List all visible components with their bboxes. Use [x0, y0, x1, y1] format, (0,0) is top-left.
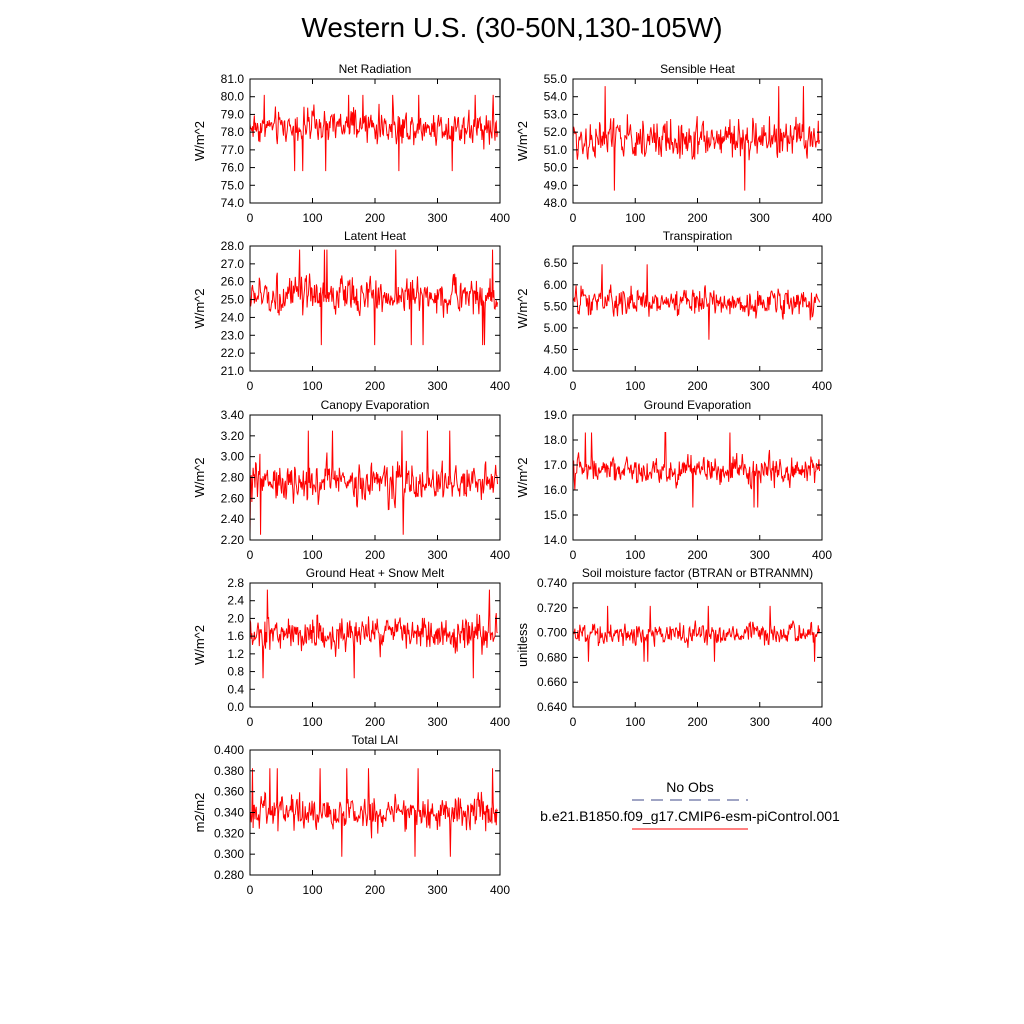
legend-obs-label: No Obs: [666, 779, 714, 795]
y-tick-label: 4.00: [543, 364, 567, 378]
y-tick-label: 50.0: [543, 160, 567, 175]
y-tick-label: 0.0: [227, 700, 244, 714]
x-tick-label: 100: [625, 715, 646, 729]
panel-6: [515, 398, 832, 562]
x-tick-label: 300: [427, 211, 448, 225]
panel-3: [192, 229, 510, 393]
y-tick-label: 0.8: [227, 664, 244, 679]
x-tick-label: 300: [749, 211, 770, 225]
y-tick-label: 51.0: [543, 142, 567, 157]
x-tick-label: 100: [625, 548, 646, 562]
series-line: [573, 433, 820, 508]
y-tick-label: 22.0: [220, 346, 244, 361]
y-tick-label: 3.00: [220, 449, 244, 464]
panel-2: [515, 62, 832, 225]
x-tick-label: 300: [427, 548, 448, 562]
x-tick-label: 200: [687, 715, 708, 729]
panel-title: Latent Heat: [343, 229, 407, 243]
x-tick-label: 400: [811, 379, 833, 393]
series-line: [250, 590, 498, 679]
x-tick-label: 400: [489, 211, 511, 225]
y-tick-label: 26.0: [220, 274, 244, 289]
y-axis-label: W/m^2: [515, 457, 530, 498]
y-tick-label: 18.0: [543, 433, 567, 447]
y-tick-label: 2.8: [227, 576, 244, 590]
series-line: [573, 86, 820, 191]
y-tick-label: 75.0: [220, 178, 244, 193]
panel-title: Total LAI: [351, 733, 399, 747]
y-tick-label: 81.0: [220, 72, 244, 86]
panel-8: [515, 566, 832, 729]
y-tick-label: 79.0: [220, 107, 244, 122]
y-tick-label: 49.0: [543, 178, 567, 193]
y-axis-label: W/m^2: [192, 120, 207, 162]
panel-title: Ground Evaporation: [643, 398, 752, 412]
x-tick-label: 300: [749, 548, 770, 562]
panel-7: [192, 566, 510, 729]
panel-title: Ground Heat + Snow Melt: [305, 566, 445, 580]
y-tick-label: 0.740: [536, 576, 567, 590]
y-tick-label: 25.0: [220, 292, 244, 307]
panel-title: Sensible Heat: [660, 62, 735, 76]
y-tick-label: 2.60: [220, 491, 244, 506]
page-title: Western U.S. (30-50N,130-105W): [301, 12, 723, 43]
x-tick-label: 0: [246, 715, 254, 729]
y-tick-label: 0.280: [213, 868, 244, 882]
x-tick-label: 100: [302, 548, 323, 562]
y-axis-label: m2/m2: [192, 792, 207, 833]
series-line: [250, 431, 498, 535]
y-tick-label: 6.00: [543, 277, 567, 292]
y-tick-label: 2.40: [220, 512, 244, 527]
y-tick-label: 53.0: [543, 107, 567, 122]
x-tick-label: 400: [811, 715, 833, 729]
y-tick-label: 0.660: [536, 675, 567, 690]
y-tick-label: 23.0: [220, 328, 244, 343]
y-tick-label: 0.680: [536, 650, 567, 665]
y-tick-label: 2.80: [220, 470, 244, 485]
panel-title: Soil moisture factor (BTRAN or BTRANMN): [581, 566, 814, 580]
x-tick-label: 400: [489, 715, 511, 729]
series-line: [250, 95, 498, 171]
x-tick-label: 300: [749, 379, 770, 393]
y-tick-label: 54.0: [543, 89, 567, 104]
x-tick-label: 200: [364, 883, 386, 897]
panel-title: Net Radiation: [338, 62, 412, 76]
series-line: [573, 606, 820, 662]
y-tick-label: 27.0: [220, 256, 244, 271]
x-tick-label: 0: [246, 548, 254, 562]
y-tick-label: 78.0: [220, 125, 244, 140]
y-tick-label: 19.0: [543, 408, 567, 422]
y-tick-label: 3.40: [220, 408, 244, 422]
y-tick-label: 15.0: [543, 508, 567, 522]
x-tick-label: 200: [364, 715, 386, 729]
y-tick-label: 5.50: [543, 299, 567, 314]
y-tick-label: 0.720: [536, 600, 567, 615]
y-tick-label: 77.0: [220, 142, 244, 157]
x-tick-label: 400: [489, 883, 511, 897]
y-tick-label: 2.4: [227, 593, 244, 608]
x-tick-label: 400: [811, 211, 833, 225]
y-tick-label: 16.0: [543, 483, 567, 497]
y-tick-label: 0.700: [536, 625, 567, 640]
y-tick-label: 80.0: [220, 89, 244, 104]
x-tick-label: 100: [625, 379, 646, 393]
y-tick-label: 28.0: [220, 239, 244, 253]
y-tick-label: 0.360: [213, 784, 244, 799]
x-tick-label: 0: [569, 211, 577, 225]
y-tick-label: 0.380: [213, 763, 244, 778]
x-tick-label: 300: [427, 379, 448, 393]
y-tick-label: 74.0: [220, 196, 244, 210]
x-tick-label: 200: [364, 379, 386, 393]
x-tick-label: 100: [625, 211, 646, 225]
x-tick-label: 100: [302, 883, 323, 897]
x-tick-label: 200: [364, 211, 386, 225]
y-tick-label: 0.320: [213, 826, 244, 841]
panel-9: [192, 733, 510, 897]
x-tick-label: 0: [569, 379, 577, 393]
y-tick-label: 0.300: [213, 847, 244, 862]
x-tick-label: 200: [364, 548, 386, 562]
y-tick-label: 0.4: [227, 682, 244, 697]
y-tick-label: 17.0: [543, 458, 567, 472]
x-tick-label: 400: [489, 548, 511, 562]
y-tick-label: 24.0: [220, 310, 244, 325]
x-tick-label: 400: [811, 548, 833, 562]
x-tick-label: 200: [687, 211, 708, 225]
x-tick-label: 100: [302, 715, 323, 729]
x-tick-label: 0: [246, 883, 254, 897]
y-tick-label: 0.640: [536, 700, 567, 714]
x-tick-label: 100: [302, 211, 323, 225]
series-line: [250, 250, 498, 346]
plot-frame: [250, 79, 500, 203]
panel-5: [192, 398, 510, 562]
y-axis-label: W/m^2: [515, 120, 530, 162]
series-line: [573, 264, 820, 339]
x-tick-label: 0: [569, 548, 577, 562]
x-tick-label: 100: [302, 379, 323, 393]
legend-model-label: b.e21.B1850.f09_g17.CMIP6-esm-piControl.001: [540, 808, 840, 824]
y-tick-label: 2.0: [227, 611, 244, 626]
x-tick-label: 0: [246, 379, 254, 393]
y-tick-label: 0.340: [213, 805, 244, 820]
x-tick-label: 300: [427, 715, 448, 729]
y-tick-label: 3.20: [220, 428, 244, 443]
x-tick-label: 0: [246, 211, 254, 225]
y-axis-label: unitless: [515, 622, 530, 668]
x-tick-label: 200: [687, 548, 708, 562]
x-tick-label: 300: [427, 883, 448, 897]
y-tick-label: 6.50: [543, 256, 567, 271]
x-tick-label: 400: [489, 379, 511, 393]
y-tick-label: 1.6: [227, 629, 244, 644]
x-tick-label: 300: [749, 715, 770, 729]
y-tick-label: 2.20: [220, 533, 244, 547]
panel-title: Canopy Evaporation: [320, 398, 430, 412]
y-tick-label: 1.2: [227, 646, 244, 661]
y-tick-label: 5.00: [543, 320, 567, 335]
plot-frame: [573, 583, 822, 707]
y-tick-label: 55.0: [543, 72, 567, 86]
y-tick-label: 14.0: [543, 533, 567, 547]
y-tick-label: 52.0: [543, 125, 567, 140]
panel-4: [515, 229, 832, 393]
y-axis-label: W/m^2: [192, 288, 207, 329]
y-tick-label: 4.50: [543, 342, 567, 357]
plot-frame: [250, 583, 500, 707]
y-tick-label: 21.0: [220, 364, 244, 378]
y-axis-label: W/m^2: [192, 624, 207, 666]
x-tick-label: 0: [569, 715, 577, 729]
x-tick-label: 200: [687, 379, 708, 393]
y-tick-label: 48.0: [543, 196, 567, 210]
y-axis-label: W/m^2: [192, 457, 207, 498]
panel-1: [192, 62, 510, 225]
y-tick-label: 76.0: [220, 160, 244, 175]
panel-title: Transpiration: [662, 229, 733, 243]
series-line: [250, 768, 498, 857]
y-axis-label: W/m^2: [515, 288, 530, 329]
y-tick-label: 0.400: [213, 743, 244, 757]
